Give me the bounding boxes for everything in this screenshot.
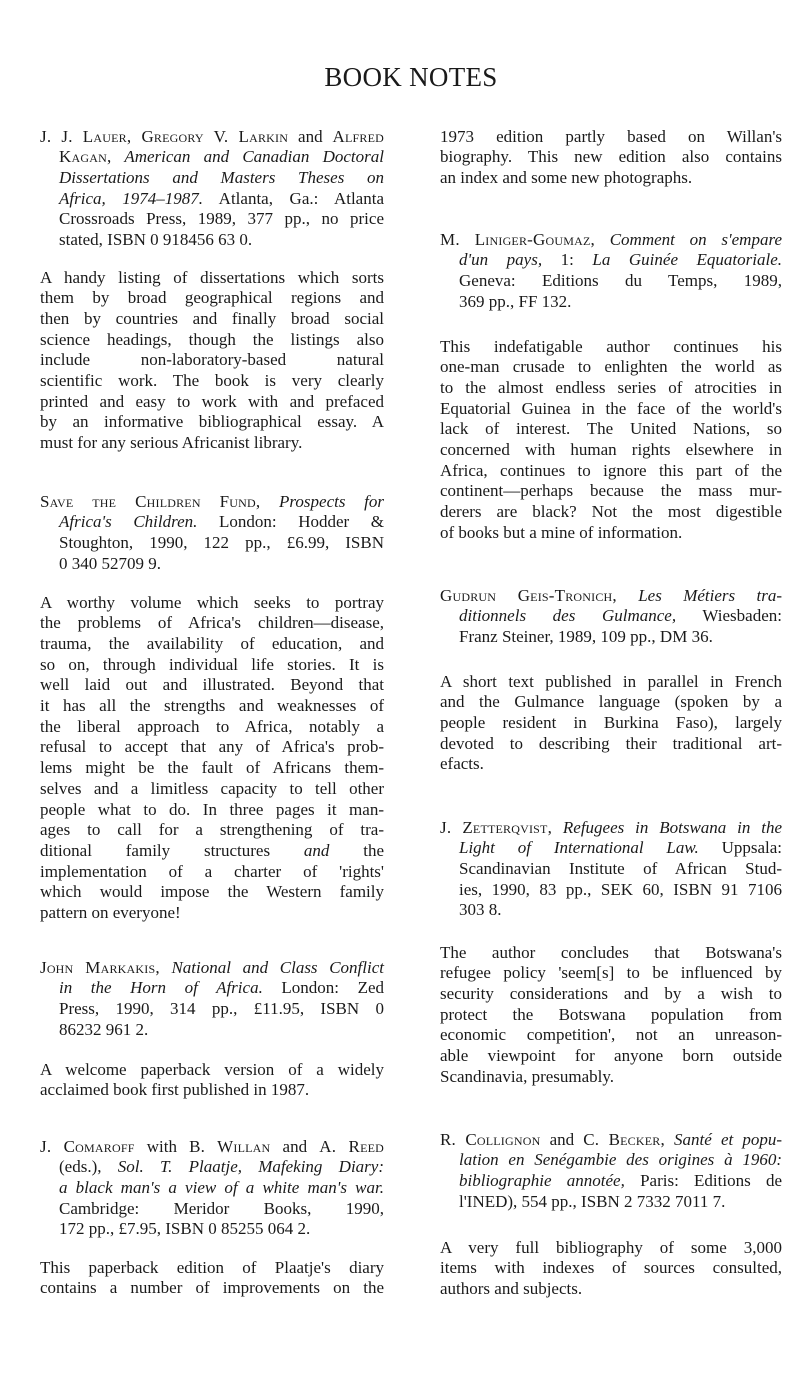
- citation-line: [459, 627, 782, 648]
- review-line: [440, 1046, 782, 1067]
- book-title-text: Refugees in Botswana in the: [552, 817, 783, 837]
- text-segment: science headings, though the listings also: [40, 329, 384, 349]
- text-segment: ages to call for a strengthening of tra-: [40, 820, 384, 840]
- text-segment: (eds.),: [59, 1157, 118, 1177]
- review-line: [440, 963, 782, 984]
- review-line: [440, 337, 782, 358]
- review-line: [40, 268, 384, 289]
- review-line: [440, 692, 782, 713]
- text-segment: Atlanta, Ga.: Atlanta: [203, 188, 384, 208]
- citation-line: [459, 900, 782, 921]
- review-line: [440, 1279, 782, 1300]
- text-segment: devoted to describing their traditional art-: [440, 733, 782, 753]
- review-line: [440, 523, 782, 544]
- citation-line: [59, 1020, 384, 1041]
- text-segment: selves and a limitless capacity to tell other: [40, 778, 384, 798]
- citation-line: [59, 168, 384, 189]
- author-name: Alfred: [332, 126, 384, 146]
- book-review-text: [40, 593, 384, 924]
- text-segment: to the almost endless series of atrocities in: [440, 378, 782, 398]
- book-title-text: Comment on s'empare: [594, 229, 782, 249]
- citation-line: [40, 958, 384, 979]
- text-segment: then by countries and finally broad social: [40, 309, 384, 329]
- citation-line: [59, 999, 384, 1020]
- text-segment: A welcome paperback version of a widely: [40, 1059, 384, 1079]
- text-segment: Crossroads Press, 1989, 377 pp., no price: [59, 209, 384, 229]
- review-line: [440, 399, 782, 420]
- book-citation: [40, 127, 384, 251]
- text-segment: scientific work. The book is very clearly: [40, 371, 384, 391]
- citation-line: [459, 1192, 782, 1213]
- review-line: [40, 1278, 384, 1299]
- text-segment: lems might be the fault of Africans them-: [40, 758, 384, 778]
- review-line: [40, 841, 384, 862]
- text-segment: protect the Botswana population from: [440, 1004, 782, 1024]
- citation-line: [59, 533, 384, 554]
- book-review-text: [440, 943, 782, 1088]
- citation-line: [59, 1157, 384, 1178]
- book-title-text: and: [303, 840, 330, 860]
- review-line: [40, 634, 384, 655]
- citation-line: [459, 271, 782, 292]
- book-citation: [40, 1137, 384, 1240]
- book-title-text: Dissertations and Masters Theses on: [59, 168, 384, 188]
- author-name: J. Comaroff: [40, 1136, 135, 1156]
- review-line: [40, 882, 384, 903]
- text-segment: Geneva: Editions du Temps, 1989,: [459, 271, 782, 291]
- review-line: [440, 984, 782, 1005]
- review-line: [440, 481, 782, 502]
- text-segment: ies, 1990, 83 pp., SEK 60, ISBN 91 7106: [459, 879, 782, 899]
- author-name: Kagan,: [59, 147, 112, 167]
- text-segment: Equatorial Guinea in the face of the world's: [440, 398, 782, 418]
- book-citation: [440, 586, 782, 648]
- text-segment: Stoughton, 1990, 122 pp., £6.99, ISBN: [59, 533, 384, 553]
- citation-line: [40, 1137, 384, 1158]
- text-segment: pattern on everyone!: [40, 902, 181, 922]
- author-name: John Markakis,: [40, 957, 160, 977]
- text-segment: continent—perhaps because the mass mur-: [440, 481, 782, 501]
- text-segment: Uppsala:: [698, 838, 782, 858]
- text-segment: refugee policy 'seem[s] to be influenced by: [440, 963, 782, 983]
- book-title-text: ditionnels des Gulmance,: [459, 606, 677, 626]
- author-name: R. Collignon: [440, 1129, 541, 1149]
- citation-line: [59, 230, 384, 251]
- review-line: [40, 675, 384, 696]
- text-segment: acclaimed book first published in 1987.: [40, 1080, 310, 1100]
- citation-line: [459, 1150, 782, 1171]
- review-line: [440, 672, 782, 693]
- book-citation: [440, 818, 782, 921]
- text-segment: A very full bibliography of some 3,000: [440, 1237, 782, 1257]
- author-name: C. Becker,: [583, 1129, 665, 1149]
- review-line: [40, 758, 384, 779]
- review-line: [40, 696, 384, 717]
- review-line: [40, 779, 384, 800]
- citation-line: [59, 1199, 384, 1220]
- citation-line: [459, 250, 782, 271]
- text-segment: the liberal approach to Africa, notably a: [40, 716, 384, 736]
- text-segment: Scandinavian Institute of African Stud-: [459, 859, 782, 879]
- review-line: [440, 147, 782, 168]
- citation-line: [459, 880, 782, 901]
- author-name: J. Zetterqvist,: [440, 817, 553, 837]
- citation-line: [40, 127, 384, 148]
- text-segment: by an informative bibliographical essay. A: [40, 412, 384, 432]
- text-segment: 1:: [542, 250, 593, 270]
- book-citation: [440, 1130, 782, 1213]
- text-segment: ditional family structures: [40, 840, 304, 860]
- text-segment: Paris: Editions de: [624, 1171, 782, 1191]
- text-segment: 369 pp., FF 132.: [459, 291, 572, 311]
- review-line: [440, 713, 782, 734]
- text-segment: 0 340 52709 9.: [59, 553, 161, 573]
- citation-line: [59, 1178, 384, 1199]
- citation-line: [59, 978, 384, 999]
- text-segment: so on, through individual life stories. It is: [40, 654, 384, 674]
- text-segment: them by broad geographical regions and: [40, 288, 384, 308]
- author-name: Gudrun Geis-Tronich,: [440, 585, 617, 605]
- book-citation: [440, 230, 782, 313]
- book-title-text: La Guinée Equatoriale.: [592, 250, 782, 270]
- author-name: A. Reed: [319, 1136, 384, 1156]
- review-line: [440, 419, 782, 440]
- citation-line: [459, 859, 782, 880]
- book-title-text: Prospects for: [260, 491, 384, 511]
- review-line: [40, 717, 384, 738]
- citation-line: [440, 230, 782, 251]
- author-name: Save the Children Fund,: [40, 491, 261, 511]
- citation-line: [59, 1219, 384, 1240]
- citation-line: [40, 492, 384, 513]
- text-segment: implementation of a charter of 'rights': [40, 861, 384, 881]
- review-line: [40, 350, 384, 371]
- review-line: [40, 433, 384, 454]
- book-review-text: [40, 1060, 384, 1101]
- review-line: [440, 440, 782, 461]
- author-name: J. J. Lauer, Gregory V. Larkin: [40, 126, 289, 146]
- text-segment: 303 8.: [459, 900, 502, 920]
- text-segment: authors and subjects.: [440, 1279, 583, 1299]
- review-line: [40, 288, 384, 309]
- book-review-text: [440, 337, 782, 544]
- text-segment: This paperback edition of Plaatje's diary: [40, 1257, 384, 1277]
- text-segment: London: Hodder &: [197, 512, 384, 532]
- book-review-text: [40, 268, 384, 454]
- citation-line: [440, 818, 782, 839]
- text-segment: refusal to accept that any of Africa's prob-: [40, 737, 384, 757]
- book-review-text: [40, 1258, 384, 1299]
- text-segment: 172 pp., £7.95, ISBN 0 85255 064 2.: [59, 1219, 311, 1239]
- citation-line: [440, 586, 782, 607]
- review-line: [440, 734, 782, 755]
- text-segment: stated, ISBN 0 918456 63 0.: [59, 230, 253, 250]
- author-name: B. Willan: [189, 1136, 271, 1156]
- book-citation: [40, 492, 384, 575]
- text-segment: efacts.: [440, 754, 484, 774]
- text-segment: Scandinavia, presumably.: [440, 1066, 615, 1086]
- citation-line: [59, 554, 384, 575]
- citation-line: [59, 209, 384, 230]
- text-segment: Press, 1990, 314 pp., £11.95, ISBN 0: [59, 999, 384, 1019]
- text-segment: people what to do. In three pages it man-: [40, 799, 384, 819]
- review-line: [40, 309, 384, 330]
- book-title-text: bibliographie annotée,: [459, 1171, 625, 1191]
- review-line: [440, 127, 782, 148]
- citation-line: [459, 1171, 782, 1192]
- text-segment: The author concludes that Botswana's: [440, 942, 782, 962]
- text-segment: contains a number of improvements on the: [40, 1278, 384, 1298]
- text-segment: London: Zed: [262, 978, 385, 998]
- text-segment: l'INED), 554 pp., ISBN 2 7332 7011 7.: [459, 1191, 726, 1211]
- review-line: [440, 1258, 782, 1279]
- review-line: [440, 1238, 782, 1259]
- text-segment: it has all the strengths and weaknesses of: [40, 696, 384, 716]
- text-segment: derers are black? Not the most digestible: [440, 502, 782, 522]
- book-title-text: a black man's a view of a white man's war.: [59, 1178, 384, 1198]
- book-title-text: Santé et popu-: [664, 1129, 783, 1149]
- text-segment: economic competition', not an unreason-: [440, 1025, 782, 1045]
- text-segment: and: [540, 1129, 584, 1149]
- text-segment: trauma, the availability of education, and: [40, 634, 384, 654]
- review-line: [40, 862, 384, 883]
- text-segment: able viewpoint for anyone born outside: [440, 1046, 782, 1066]
- book-title-text: Light of International Law.: [459, 838, 699, 858]
- text-segment: and: [270, 1136, 320, 1156]
- review-line: [440, 1005, 782, 1026]
- text-segment: printed and easy to work with and prefaced: [40, 391, 384, 411]
- text-segment: Africa, continues to ignore this part of the: [440, 460, 782, 480]
- text-segment: A short text published in parallel in French: [440, 671, 782, 691]
- book-review-text: [440, 672, 782, 775]
- book-title-text: Les Métiers tra-: [616, 585, 782, 605]
- review-line: [40, 820, 384, 841]
- review-line: [40, 903, 384, 924]
- text-segment: Wiesbaden:: [676, 606, 782, 626]
- book-citation: [40, 958, 384, 1041]
- citation-line: [440, 1130, 782, 1151]
- text-segment: items with indexes of sources consulted,: [440, 1258, 782, 1278]
- citation-line: [59, 189, 384, 210]
- citation-line: [59, 512, 384, 533]
- citation-line: [459, 838, 782, 859]
- author-name: M. Liniger-Goumaz,: [440, 229, 595, 249]
- review-line: [440, 754, 782, 775]
- text-segment: one-man crusade to enlighten the world as: [440, 357, 782, 377]
- review-line: [440, 461, 782, 482]
- text-segment: with: [134, 1136, 190, 1156]
- text-segment: This indefatigable author continues his: [440, 336, 782, 356]
- book-title-text: in the Horn of Africa.: [59, 978, 263, 998]
- review-line: [440, 1025, 782, 1046]
- book-review-text: [440, 127, 782, 189]
- review-line: [440, 502, 782, 523]
- review-line: [40, 1080, 384, 1101]
- text-segment: and the Gulmance language (spoken by a: [440, 692, 782, 712]
- review-line: [40, 737, 384, 758]
- book-title-text: National and Class Conflict: [159, 957, 384, 977]
- text-segment: 1973 edition partly based on Willan's: [440, 126, 782, 146]
- book-title-text: American and Canadian Doctoral: [111, 147, 384, 167]
- review-line: [40, 330, 384, 351]
- page-title: BOOK NOTES: [324, 62, 498, 92]
- text-segment: A worthy volume which seeks to portray: [40, 592, 384, 612]
- review-line: [40, 371, 384, 392]
- citation-line: [59, 147, 384, 168]
- review-line: [40, 392, 384, 413]
- text-segment: A handy listing of dissertations which sorts: [40, 267, 384, 287]
- text-segment: the problems of Africa's children—disease,: [40, 613, 384, 633]
- text-segment: which would impose the Western family: [40, 882, 384, 902]
- review-line: [40, 1060, 384, 1081]
- book-title-text: Sol. T. Plaatje, Mafeking Diary:: [117, 1157, 384, 1177]
- book-review-text: [440, 1238, 782, 1300]
- book-title-text: d'un pays,: [459, 250, 543, 270]
- citation-line: [459, 606, 782, 627]
- text-segment: of books but a mine of information.: [440, 522, 683, 542]
- book-title-text: lation en Senégambie des origines à 1960:: [459, 1150, 782, 1170]
- text-segment: an index and some new photographs.: [440, 168, 693, 188]
- text-segment: include non-laboratory-based natural: [40, 350, 384, 370]
- text-segment: well laid out and illustrated. Beyond that: [40, 675, 384, 695]
- text-segment: the: [329, 840, 384, 860]
- review-line: [40, 593, 384, 614]
- review-line: [40, 1258, 384, 1279]
- text-segment: people resident in Burkina Faso), largely: [440, 713, 782, 733]
- review-line: [440, 943, 782, 964]
- review-line: [440, 168, 782, 189]
- book-title-text: Africa, 1974–1987.: [59, 188, 204, 208]
- text-segment: must for any serious Africanist library.: [40, 433, 303, 453]
- text-segment: Cambridge: Meridor Books, 1990,: [59, 1198, 384, 1218]
- text-segment: 86232 961 2.: [59, 1019, 149, 1039]
- text-segment: biography. This new edition also contains: [440, 147, 782, 167]
- text-segment: and: [288, 126, 333, 146]
- text-segment: lack of interest. The United Nations, so: [440, 419, 782, 439]
- text-segment: concerned with human rights elsewhere in: [440, 440, 782, 460]
- review-line: [440, 1067, 782, 1088]
- review-line: [40, 800, 384, 821]
- book-title-text: Africa's Children.: [59, 512, 198, 532]
- review-line: [40, 613, 384, 634]
- review-line: [40, 412, 384, 433]
- text-segment: security considerations and by a wish to: [440, 984, 782, 1004]
- review-line: [440, 378, 782, 399]
- review-line: [40, 655, 384, 676]
- citation-line: [459, 292, 782, 313]
- text-segment: Franz Steiner, 1989, 109 pp., DM 36.: [459, 627, 713, 647]
- review-line: [440, 357, 782, 378]
